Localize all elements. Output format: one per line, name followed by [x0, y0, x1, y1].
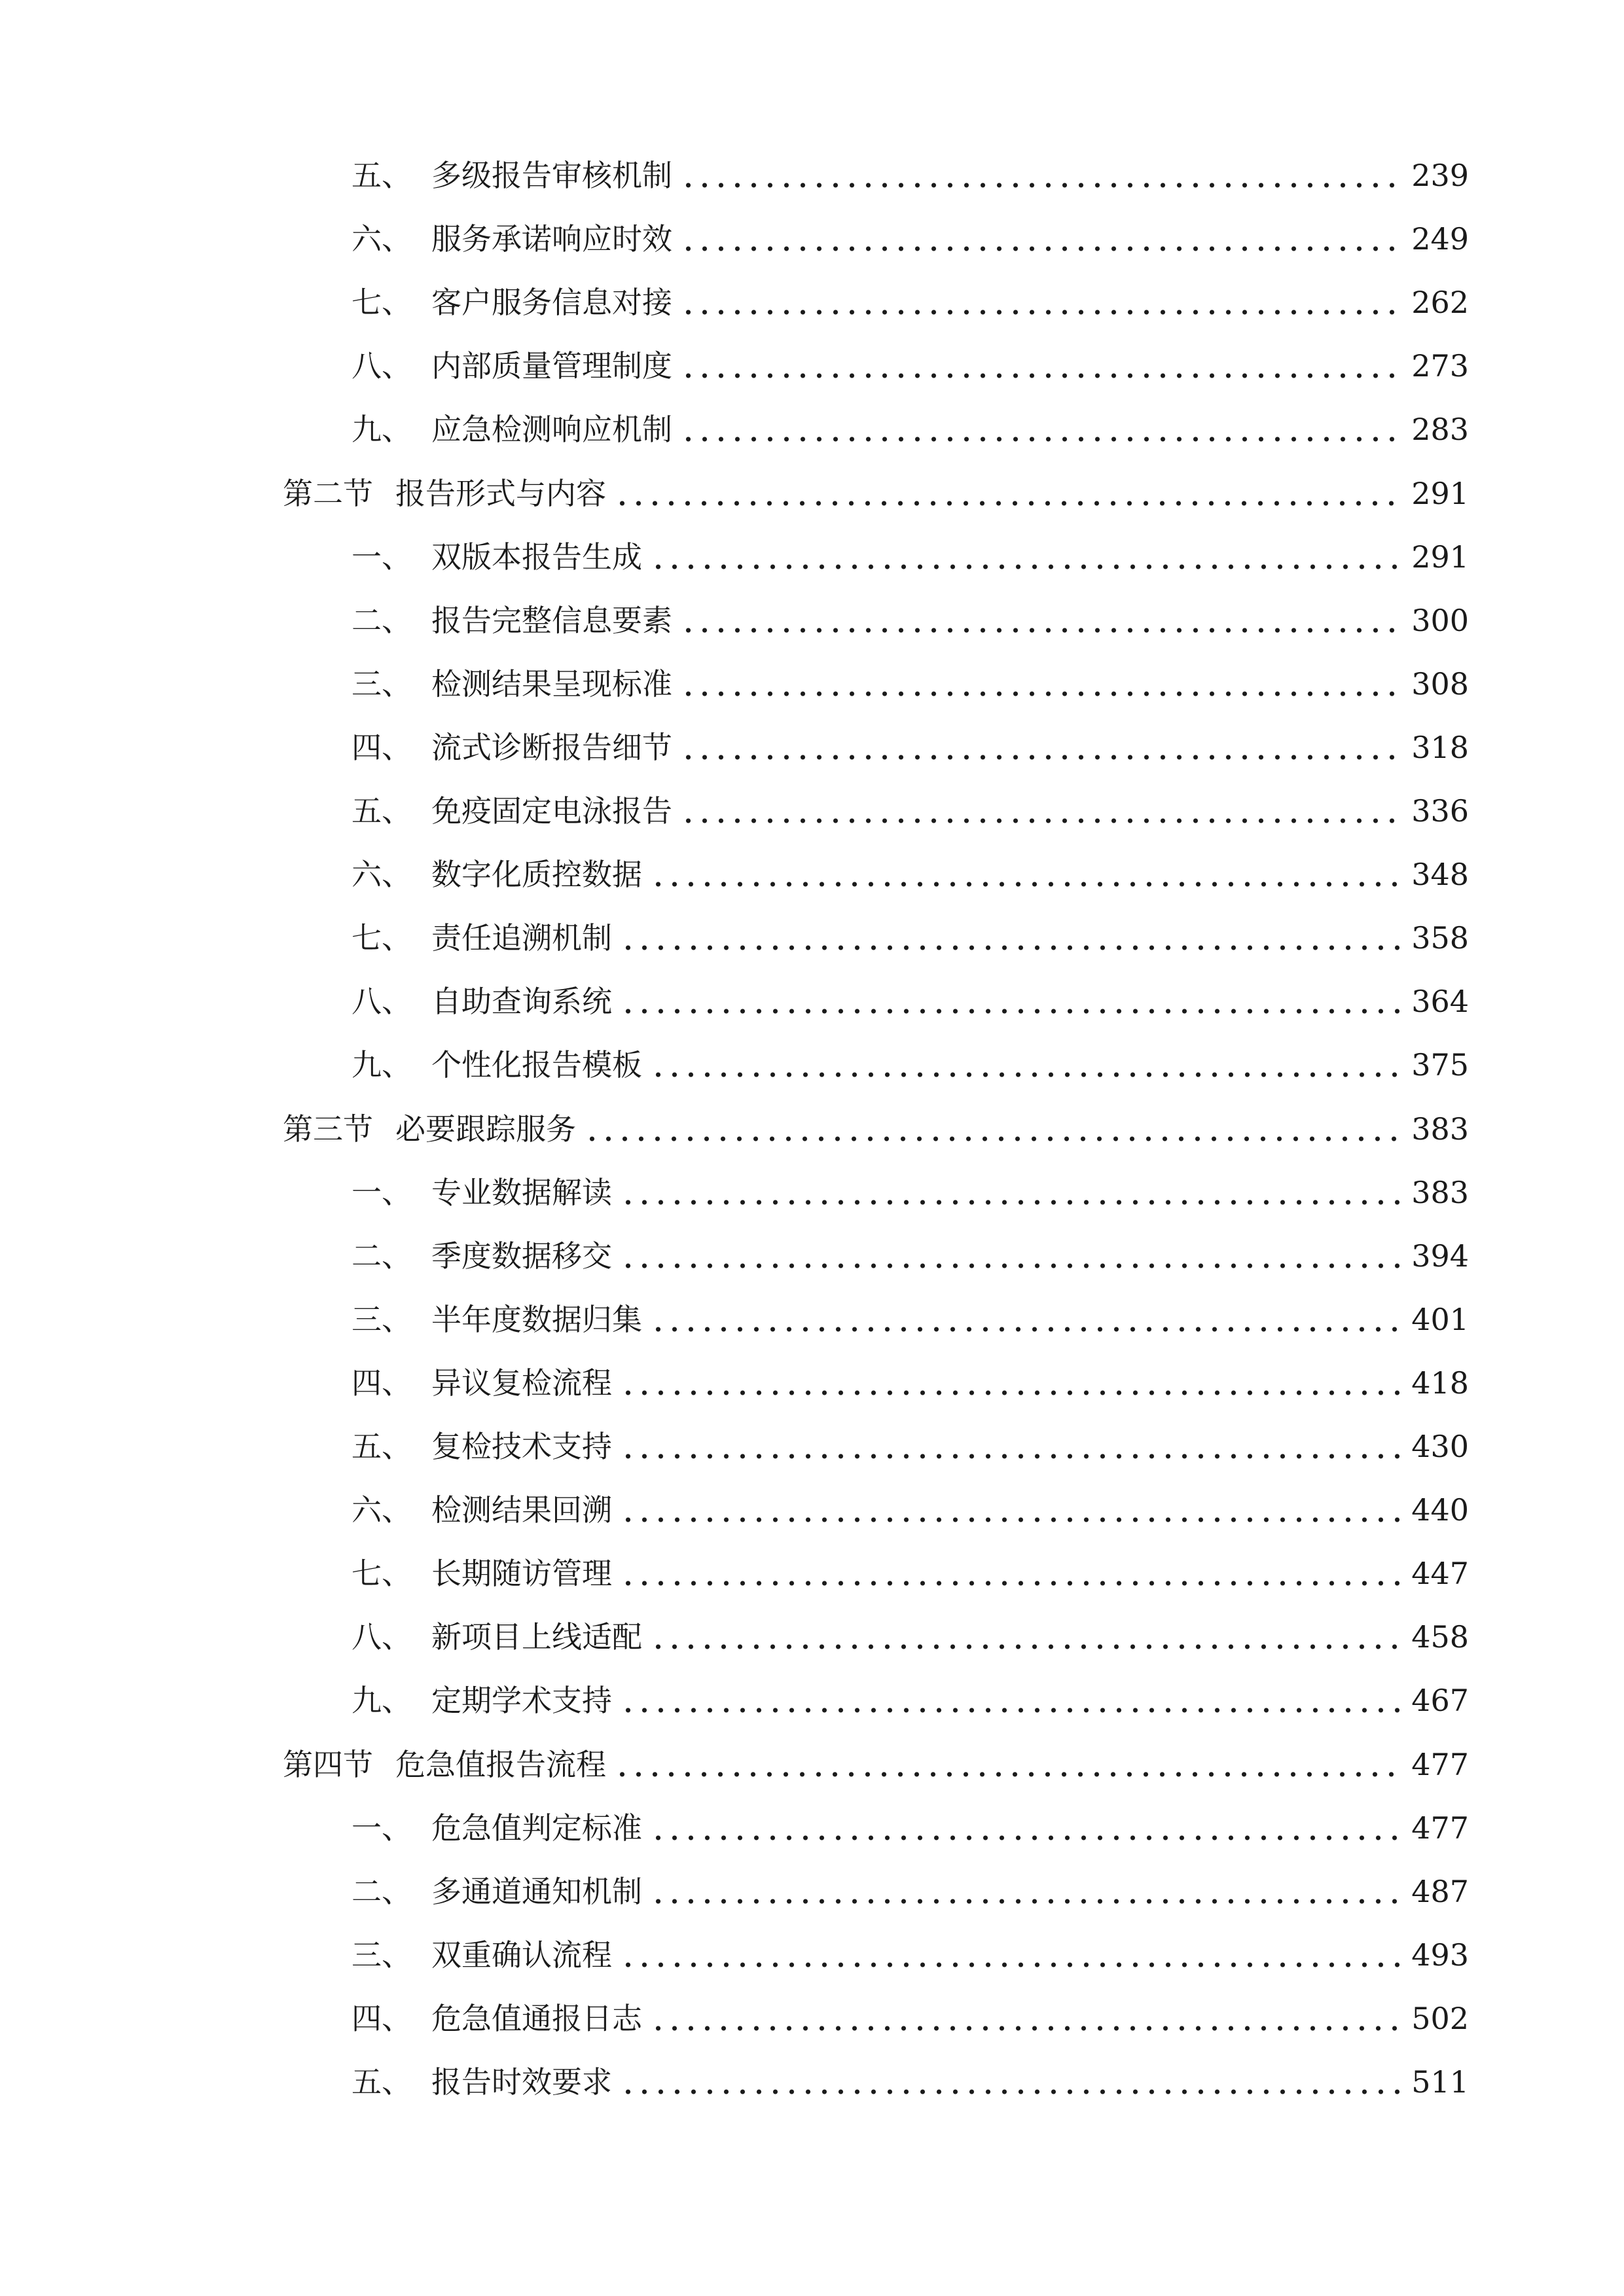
toc-entry-number: 六、 [352, 221, 412, 257]
toc-entry-number: 第三节 [283, 1111, 373, 1147]
dot-leader [680, 626, 1403, 634]
toc-entry[interactable] [352, 594, 1469, 647]
dot-leader [650, 1834, 1403, 1842]
dot-leader [620, 1007, 1403, 1015]
toc-entry-title: 多级报告审核机制 [431, 158, 672, 193]
dot-leader [620, 1452, 1403, 1460]
toc-entry[interactable] [352, 1547, 1469, 1600]
dot-leader [650, 2024, 1403, 2032]
toc-entry-title: 危急值通报日志 [431, 2001, 642, 2036]
toc-page-number: 394 [1411, 1238, 1469, 1274]
toc-entry[interactable] [352, 149, 1469, 202]
toc-page-number: 418 [1411, 1365, 1469, 1401]
toc-page-number: 291 [1411, 476, 1469, 511]
toc-entry[interactable] [352, 1992, 1469, 2045]
toc-entry-title: 双重确认流程 [431, 1937, 612, 1973]
toc-entry-number: 二、 [352, 1238, 412, 1274]
toc-page-number: 283 [1411, 412, 1469, 447]
toc-page-number: 511 [1411, 2064, 1469, 2100]
dot-leader [620, 1706, 1403, 1714]
toc-entry-number: 第二节 [283, 476, 373, 511]
toc-page-number: 364 [1411, 984, 1469, 1019]
toc-page-number: 249 [1411, 221, 1469, 257]
toc-entry-title: 自助查询系统 [431, 984, 612, 1019]
toc-entry[interactable] [352, 1293, 1469, 1346]
toc-entry-number: 五、 [352, 158, 412, 193]
dot-leader [620, 1262, 1403, 1270]
toc-entry-title: 免疫固定电泳报告 [431, 793, 672, 829]
toc-section-heading[interactable] [283, 1738, 1469, 1791]
toc-entry-number: 二、 [352, 603, 412, 638]
dot-leader [620, 1516, 1403, 1524]
toc-entry[interactable] [352, 403, 1469, 456]
dot-leader [680, 753, 1403, 761]
toc-entry-number: 三、 [352, 1937, 412, 1973]
toc-entry-number: 六、 [352, 857, 412, 892]
toc-entry-number: 五、 [352, 793, 412, 829]
toc-entry-number: 九、 [352, 412, 412, 447]
toc-entry[interactable] [352, 1484, 1469, 1536]
toc-section-heading[interactable] [283, 467, 1469, 520]
toc-entry-title: 内部质量管理制度 [431, 348, 672, 384]
toc-entry-number: 八、 [352, 984, 412, 1019]
toc-page-number: 467 [1411, 1683, 1469, 1718]
toc-entry-title: 流式诊断报告细节 [431, 730, 672, 765]
toc-entry-title: 检测结果回溯 [431, 1492, 612, 1528]
toc-entry[interactable] [352, 2056, 1469, 2108]
toc-entry-number: 七、 [352, 920, 412, 956]
toc-page-number: 383 [1411, 1111, 1469, 1147]
toc-entry[interactable] [352, 1039, 1469, 1091]
dot-leader [620, 1198, 1403, 1206]
dot-leader [620, 1961, 1403, 1969]
toc-entry-number: 四、 [352, 730, 412, 765]
toc-page-number: 440 [1411, 1492, 1469, 1528]
dot-leader [650, 1643, 1403, 1651]
toc-entry-number: 一、 [352, 1810, 412, 1846]
dot-leader [620, 1579, 1403, 1587]
toc-page-number: 493 [1411, 1937, 1469, 1973]
toc-page-number: 458 [1411, 1619, 1469, 1655]
dot-leader [620, 1389, 1403, 1397]
toc-entry[interactable] [352, 340, 1469, 392]
toc-entry-title: 必要跟踪服务 [395, 1111, 576, 1147]
toc-entry[interactable] [352, 785, 1469, 837]
toc-entry-number: 四、 [352, 2001, 412, 2036]
toc-entry[interactable] [352, 1357, 1469, 1409]
dot-leader [680, 435, 1403, 443]
dot-leader [650, 1071, 1403, 1079]
toc-page-number: 308 [1411, 666, 1469, 702]
toc-entry-title: 报告时效要求 [431, 2064, 612, 2100]
toc-page-number: 502 [1411, 2001, 1469, 2036]
dot-leader [680, 245, 1403, 253]
dot-leader [680, 181, 1403, 189]
toc-page-number: 477 [1411, 1747, 1469, 1782]
toc-entry[interactable] [352, 213, 1469, 265]
toc-page-number: 273 [1411, 348, 1469, 384]
toc-entry[interactable] [352, 1865, 1469, 1918]
toc-entry[interactable] [352, 912, 1469, 964]
toc-entry[interactable] [352, 531, 1469, 583]
dot-leader [614, 499, 1403, 507]
toc-entry[interactable] [352, 1611, 1469, 1663]
toc-page-number: 401 [1411, 1302, 1469, 1337]
toc-entry-title: 复检技术支持 [431, 1429, 612, 1464]
toc-entry-number: 六、 [352, 1492, 412, 1528]
toc-entry-number: 五、 [352, 2064, 412, 2100]
toc-entry-number: 三、 [352, 1302, 412, 1337]
toc-entry-title: 数字化质控数据 [431, 857, 642, 892]
toc-entry-title: 定期学术支持 [431, 1683, 612, 1718]
toc-entry[interactable] [352, 1420, 1469, 1473]
toc-entry-number: 第四节 [283, 1747, 373, 1782]
toc-page-number: 348 [1411, 857, 1469, 892]
toc-page-number: 239 [1411, 158, 1469, 193]
toc-entry-title: 危急值判定标准 [431, 1810, 642, 1846]
dot-leader [650, 880, 1403, 888]
toc-entry-title: 新项目上线适配 [431, 1619, 642, 1655]
dot-leader [614, 1770, 1403, 1778]
dot-leader [620, 2088, 1403, 2096]
toc-entry-title: 长期随访管理 [431, 1556, 612, 1591]
dot-leader [650, 563, 1403, 571]
toc-entry-title: 季度数据移交 [431, 1238, 612, 1274]
toc-entry[interactable] [352, 721, 1469, 774]
toc-page-number: 487 [1411, 1874, 1469, 1909]
toc-entry[interactable] [352, 1166, 1469, 1219]
toc-entry-title: 责任追溯机制 [431, 920, 612, 956]
toc-entry-title: 个性化报告模板 [431, 1047, 642, 1083]
toc-entry-title: 半年度数据归集 [431, 1302, 642, 1337]
dot-leader [680, 372, 1403, 380]
toc-page-number: 300 [1411, 603, 1469, 638]
toc-entry-title: 应急检测响应机制 [431, 412, 672, 447]
toc-entry[interactable] [352, 276, 1469, 329]
toc-entry-title: 报告形式与内容 [395, 476, 606, 511]
toc-entry[interactable] [352, 658, 1469, 710]
toc-entry-number: 二、 [352, 1874, 412, 1909]
toc-entry-number: 一、 [352, 1175, 412, 1210]
dot-leader [650, 1325, 1403, 1333]
dot-leader [680, 308, 1403, 316]
toc-page-number: 375 [1411, 1047, 1469, 1083]
toc-entry-number: 三、 [352, 666, 412, 702]
toc-page-number: 383 [1411, 1175, 1469, 1210]
toc-entry-number: 八、 [352, 1619, 412, 1655]
toc-entry-title: 检测结果呈现标准 [431, 666, 672, 702]
dot-leader [650, 1897, 1403, 1905]
toc-page-number: 318 [1411, 730, 1469, 765]
dot-leader [680, 690, 1403, 698]
toc-entry[interactable] [352, 975, 1469, 1028]
toc-entry-title: 报告完整信息要素 [431, 603, 672, 638]
toc-entry-number: 九、 [352, 1047, 412, 1083]
toc-entry-title: 专业数据解读 [431, 1175, 612, 1210]
dot-leader [620, 944, 1403, 952]
toc-entry-title: 多通道通知机制 [431, 1874, 642, 1909]
toc-page-number: 447 [1411, 1556, 1469, 1591]
toc-entry-title: 双版本报告生成 [431, 539, 642, 575]
toc-entry-number: 七、 [352, 1556, 412, 1591]
toc-entry[interactable] [352, 1674, 1469, 1727]
toc-entry-number: 五、 [352, 1429, 412, 1464]
toc-page-number: 430 [1411, 1429, 1469, 1464]
toc-entry[interactable] [352, 1230, 1469, 1282]
toc-entry-title: 危急值报告流程 [395, 1747, 606, 1782]
toc-entry-number: 九、 [352, 1683, 412, 1718]
toc-entry[interactable] [352, 848, 1469, 901]
dot-leader [584, 1135, 1403, 1143]
dot-leader [680, 817, 1403, 825]
toc-entry-title: 异议复检流程 [431, 1365, 612, 1401]
toc-page-number: 336 [1411, 793, 1469, 829]
toc-entry-number: 一、 [352, 539, 412, 575]
toc-entry[interactable] [352, 1802, 1469, 1854]
toc-entry-number: 八、 [352, 348, 412, 384]
toc-page-number: 358 [1411, 920, 1469, 956]
toc-page-number: 262 [1411, 285, 1469, 320]
toc-page-number: 291 [1411, 539, 1469, 575]
toc-page-number: 477 [1411, 1810, 1469, 1846]
toc-entry-title: 服务承诺响应时效 [431, 221, 672, 257]
toc-entry-number: 四、 [352, 1365, 412, 1401]
toc-section-heading[interactable] [283, 1103, 1469, 1155]
toc-entry-title: 客户服务信息对接 [431, 285, 672, 320]
toc-entry[interactable] [352, 1929, 1469, 1981]
toc-entry-number: 七、 [352, 285, 412, 320]
